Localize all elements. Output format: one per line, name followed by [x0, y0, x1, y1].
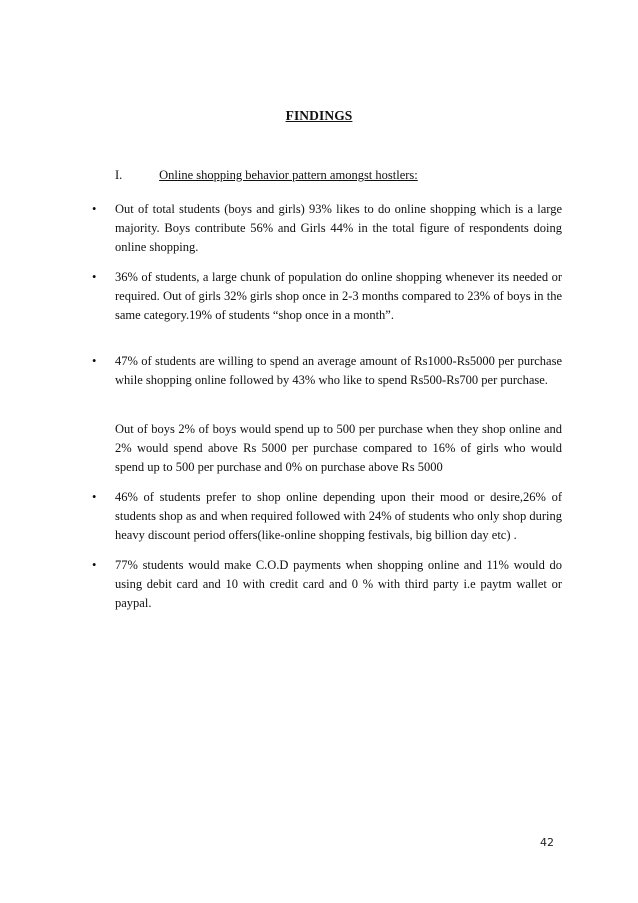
- bullet-icon: •: [92, 558, 97, 572]
- list-item-text: 46% of students prefer to shop online depending upon their mood or desire,26% of students shop as and when required followed with 24% of students who only shop during heavy discount period offers(like-online shopping festivals, big billion day etc) .: [115, 490, 562, 542]
- list-item: [92, 488, 562, 545]
- list-item: [92, 268, 562, 325]
- list-item-text: Out of total students (boys and girls) 93% likes to do online shopping which is a large majority. Boys contribute 56% and Girls 44% in the total figure of respondents doing online shopping.: [115, 202, 562, 254]
- bullet-icon: •: [92, 354, 97, 368]
- list-item-text: 36% of students, a large chunk of population do online shopping whenever its needed or required. Out of girls 32% girls shop once in 2-3 months compared to 23% of boys in the same category.19% of students “shop once in a month”.: [115, 270, 562, 322]
- list-item-text: 47% of students are willing to spend an average amount of Rs1000-Rs5000 per purchase while shopping online followed by 43% who like to spend Rs500-Rs700 per purchase.: [115, 354, 562, 387]
- section-number: I.: [115, 168, 123, 182]
- section-heading-row: [115, 168, 418, 183]
- paragraph: Out of boys 2% of boys would spend up to 500 per purchase when they shop online and 2% would spend above Rs 5000 per purchase compared to 16% of girls who would spend up to 500 per purchase and 0% on purchase above Rs 5000: [115, 422, 562, 474]
- page-number: 42: [540, 836, 554, 849]
- section-heading: Online shopping behavior pattern amongst hostlers:: [159, 168, 418, 182]
- list-item: [92, 556, 562, 613]
- bullet-icon: •: [92, 202, 97, 216]
- bullet-icon: •: [92, 490, 97, 504]
- bullet-icon: •: [92, 270, 97, 284]
- list-item-text: 77% students would make C.O.D payments when shopping online and 11% would do using debit card and 10 with credit card and 0 % with third party i.e paytm wallet or paypal.: [115, 558, 562, 610]
- page-title: FINDINGS: [285, 108, 353, 123]
- list-item: [92, 200, 562, 257]
- list-item: [92, 352, 562, 390]
